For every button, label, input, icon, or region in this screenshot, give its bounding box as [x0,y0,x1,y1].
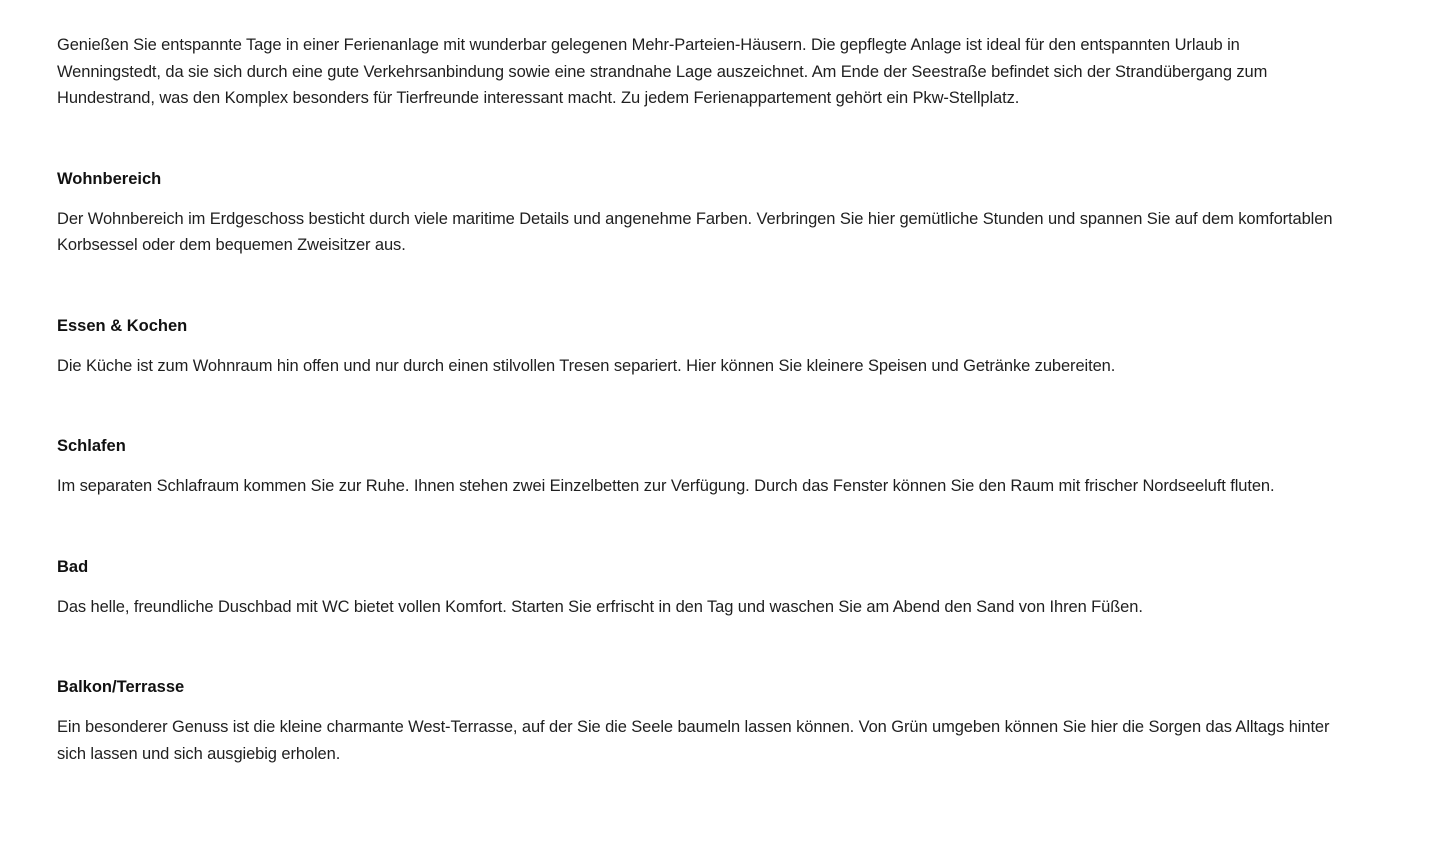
section-paragraph: Das helle, freundliche Duschbad mit WC bietet vollen Komfort. Starten Sie erfrischt in den Tag und waschen Sie am Abend den Sand von Ihren Füßen. [57,597,1143,616]
section-bad [57,554,1347,621]
section-heading: Schlafen [57,437,126,455]
section-heading: Bad [57,557,89,576]
section-balkon-terrasse [57,674,1347,767]
section-heading: Essen & Kochen [57,316,188,335]
section-wohnbereich [57,166,1347,259]
section-paragraph: Der Wohnbereich im Erdgeschoss besticht durch viele maritime Details und angenehme Farben. Verbringen Sie hier gemütliche Stunden und spannen Sie auf dem komfortablen Korbsessel oder dem bequemen Zweisitzer aus. [57,209,1333,254]
intro-paragraph: Genießen Sie entspannte Tage in einer Ferienanlage mit wunderbar gelegenen Mehr-Parteien-Häusern. Die gepflegte Anlage ist ideal für den entspannten Urlaub in Wenningstedt, da sie sich durch eine gute Verkehrsanbindung sowie eine strandnahe Lage auszeichnet. Am Ende der Seestraße befindet sich der Strandübergang zum Hundestrand, was den Komplex besonders für Tierfreunde interessant macht. Zu jedem Ferienappartement gehört ein Pkw-Stellplatz. [57,36,1268,107]
section-paragraph: Die Küche ist zum Wohnraum hin offen und nur durch einen stilvollen Tresen separiert. Hier können Sie kleinere Speisen und Getränke zubereiten. [57,356,1116,375]
section-paragraph: Ein besonderer Genuss ist die kleine charmante West-Terrasse, auf der Sie die Seele baumeln lassen können. Von Grün umgeben können Sie hier die Sorgen das Alltags hinter sich lassen und sich ausgiebig erholen. [57,718,1330,763]
section-paragraph: Im separaten Schlafraum kommen Sie zur Ruhe. Ihnen stehen zwei Einzelbetten zur Verfügung. Durch das Fenster können Sie den Raum mit frischer Nordseeluft fluten. [57,477,1275,495]
section-heading: Balkon/Terrasse [57,678,185,696]
section-heading: Wohnbereich [57,169,162,188]
document-body [57,32,1347,767]
section-schlafen [57,433,1347,500]
section-essen-kochen [57,313,1347,380]
